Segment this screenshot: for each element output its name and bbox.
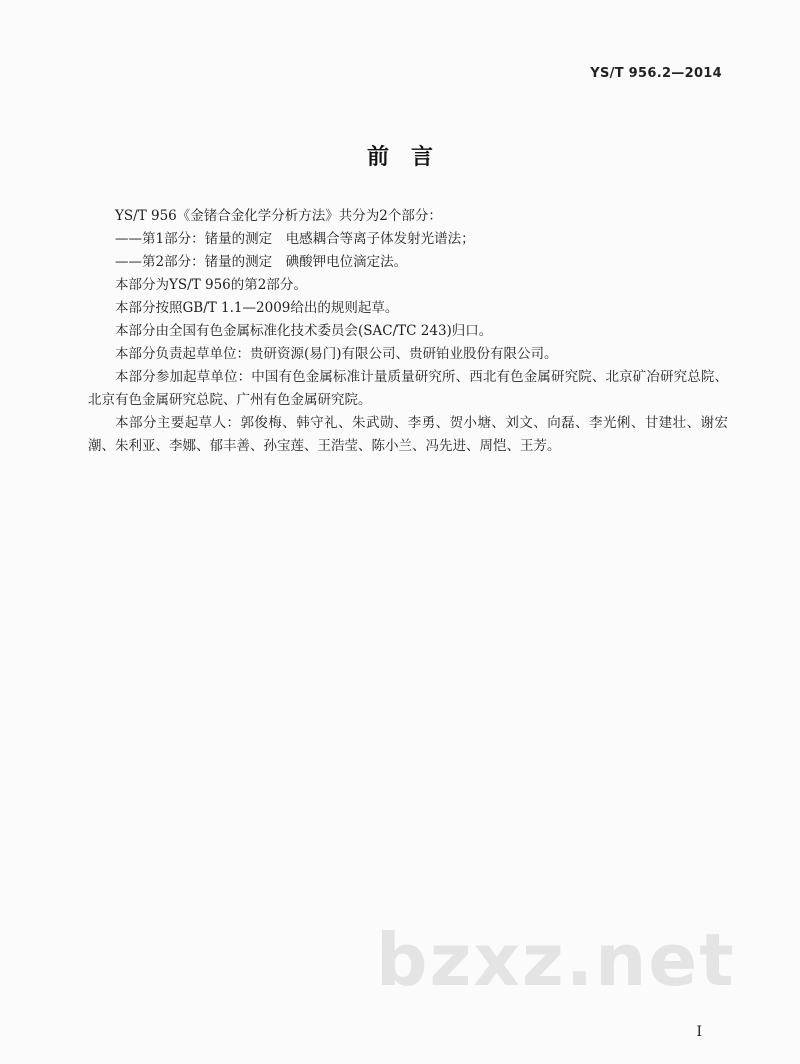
standard-number: YS/T 956.2—2014 bbox=[590, 66, 722, 81]
list-item-part-1: ——第1部分：锗量的测定 电感耦合等离子体发射光谱法； bbox=[115, 231, 475, 247]
foreword-body bbox=[88, 205, 728, 458]
watermark: bzxz.net bbox=[376, 918, 736, 1002]
paragraph-responsible-units: 本部分负责起草单位：贵研资源(易门)有限公司、贵研铂业股份有限公司。 bbox=[115, 346, 558, 362]
paragraph-main-drafters: 本部分主要起草人：郭俊梅、韩守礼、朱武勋、李勇、贺小塘、刘文、向磊、李光俐、甘建壮、谢宏潮、朱利亚、李娜、郁丰善、孙宝莲、王浩莹、陈小兰、冯先进、周恺、王芳。 bbox=[88, 415, 728, 454]
paragraph-participating-units: 本部分参加起草单位：中国有色金属标准计量质量研究所、西北有色金属研究院、北京矿冶研究总院、北京有色金属研究总院、广州有色金属研究院。 bbox=[88, 369, 728, 408]
paragraph-part-statement: 本部分为YS/T 956的第2部分。 bbox=[115, 277, 307, 293]
page-title: 前言 bbox=[366, 145, 455, 170]
list-item-part-2: ——第2部分：锗量的测定 碘酸钾电位滴定法。 bbox=[115, 254, 408, 270]
paragraph-drafting-rules: 本部分按照GB/T 1.1—2009给出的规则起草。 bbox=[115, 300, 399, 316]
paragraph-centralized-by: 本部分由全国有色金属标准化技术委员会(SAC/TC 243)归口。 bbox=[115, 323, 493, 339]
paragraph-intro: YS/T 956《金锗合金化学分析方法》共分为2个部分： bbox=[115, 208, 442, 224]
page-number: I bbox=[696, 1024, 702, 1040]
